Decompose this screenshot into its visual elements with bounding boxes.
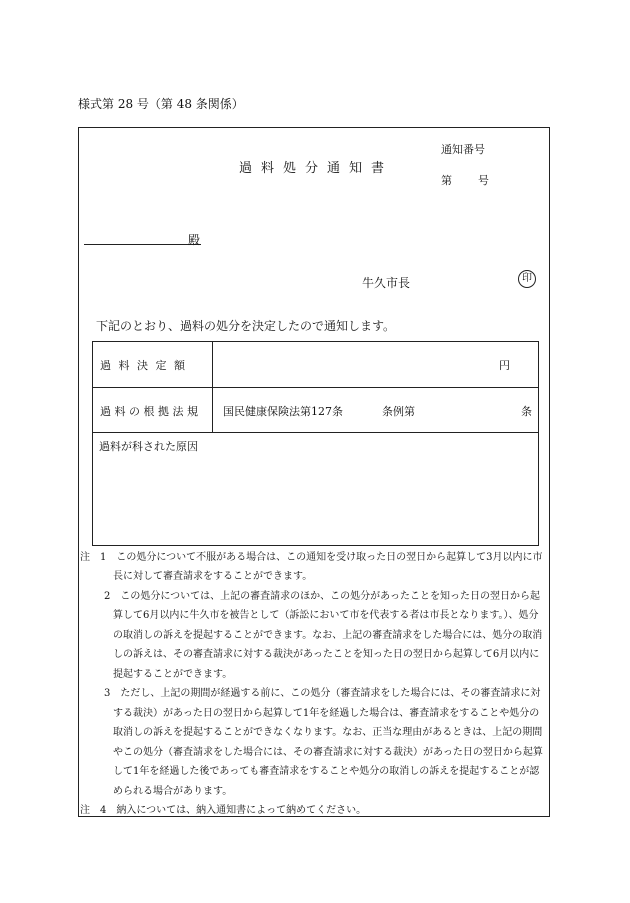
seal-mark: 印	[518, 270, 536, 288]
amount-label: 過 料 決 定 額	[100, 359, 187, 372]
note-line: 算して6月以内に牛久市を被告として（訴訟において市を代表する者は市長となります。）、処分	[113, 610, 539, 621]
note-line: 提起することができます。	[113, 669, 233, 680]
penalty-table	[92, 341, 539, 546]
note-line: 注 1 この処分について不服がある場合は、この通知を受け取った日の翌日から起算して3月以内に市	[80, 552, 543, 563]
form-number-label: 様式第 28 号（第 48 条関係）	[78, 97, 244, 111]
note-line: 長に対して審査請求をすることができます。	[113, 571, 313, 582]
number-suffix: 号	[478, 174, 489, 187]
basis-label: 過 料 の 根 拠 法 規	[100, 405, 198, 418]
addressee-line	[84, 244, 201, 245]
note-line: の取消しの訴えを提起することができます。なお、上記の審査請求をした場合には、処分の取消	[113, 630, 543, 641]
note-line: 2 この処分については、上記の審査請求のほか、この処分があったことを知った日の翌日から起	[104, 591, 541, 602]
amount-unit: 円	[499, 359, 510, 372]
table-row-divider	[93, 387, 538, 388]
reason-label: 過料が科された原因	[99, 440, 198, 453]
note-line: しの訴えは、その審査請求に対する裁決があったことを知った日の翌日から起算して6月以内に	[113, 649, 540, 660]
intro-text: 下記のとおり、過料の処分を決定したので通知します。	[96, 319, 396, 333]
note-line: 取消しの訴えを提起することができなくなります。なお、正当な理由があるときは、上記の期間	[113, 727, 543, 738]
table-row-divider	[93, 432, 538, 433]
note-line: められる場合があります。	[113, 786, 233, 797]
note-line: する裁決）があった日の翌日から起算して1年を経過した場合は、審査請求をすることや処分の	[113, 708, 540, 719]
basis-law: 国民健康保険法第127条	[223, 405, 343, 418]
note-line: やこの処分（審査請求をした場合には、その審査請求に対する裁決）があった日の翌日から起算	[113, 747, 543, 758]
table-column-divider	[212, 342, 213, 432]
note-line: 注 4 納入については、納入通知書によって納めてください。	[80, 805, 367, 816]
note-line: して1年を経過した後であっても審査請求をすることや処分の取消しの訴えを提起することが認	[113, 766, 540, 777]
note-line: 3 ただし、上記の期間が経過する前に、この処分（審査請求をした場合には、その審査請求に対	[104, 688, 541, 699]
addressee-honorific: 殿	[188, 233, 201, 247]
number-prefix: 第	[441, 174, 452, 187]
document-title: 過料処分通知書	[239, 161, 394, 176]
notice-number-label: 通知番号	[441, 143, 485, 156]
basis-article: 条	[521, 405, 532, 418]
issuer-name: 牛久市長	[362, 276, 411, 290]
basis-ordinance: 条例第	[382, 405, 415, 418]
